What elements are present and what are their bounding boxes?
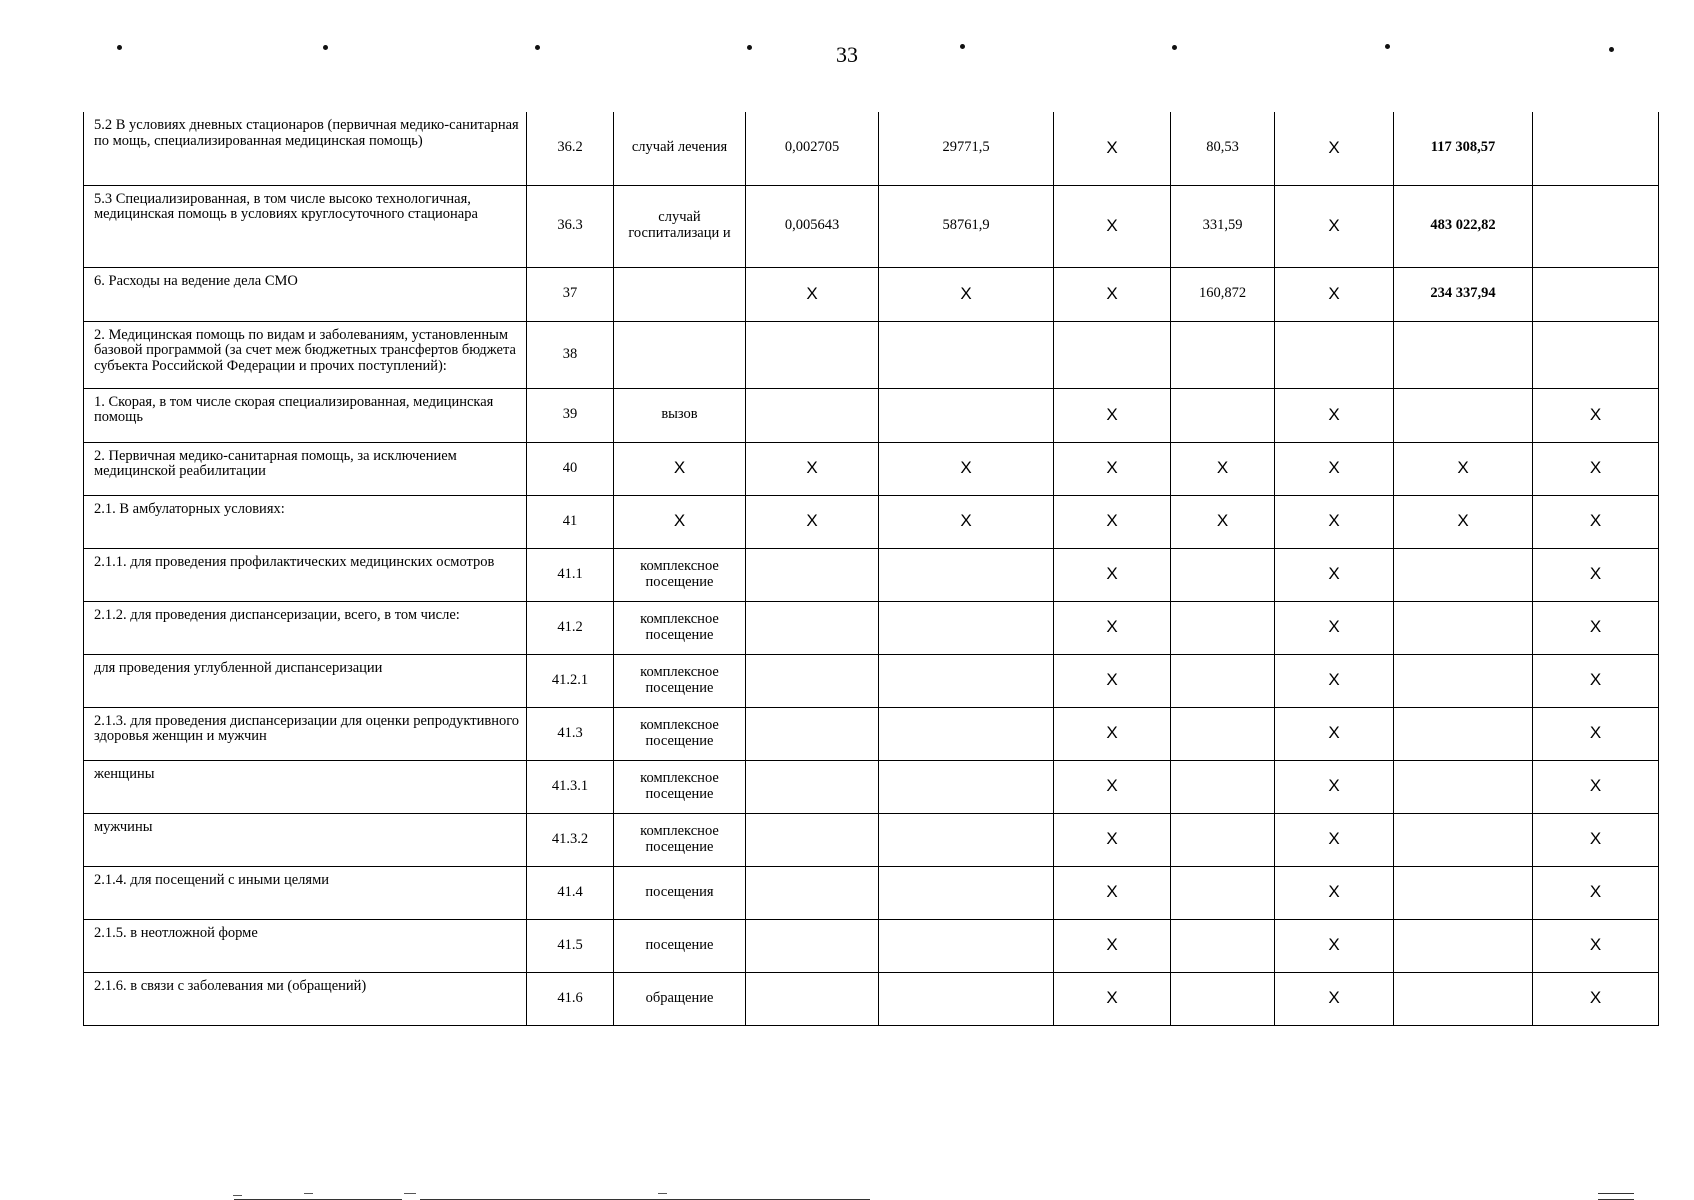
row-code: 36.2 — [527, 112, 614, 185]
cell-value: 80,53 — [1171, 112, 1275, 185]
cell-value: X — [1275, 813, 1394, 866]
row-unit: вызов — [614, 388, 746, 442]
row-name: 5.2 В условиях дневных стационаров (первичная медико-санитарная по мощь, специализированная медицинская помощь) — [84, 112, 527, 185]
cell-value: X — [1275, 760, 1394, 813]
cell-value — [1394, 866, 1533, 919]
cell-value — [1394, 707, 1533, 760]
cell-value — [879, 972, 1054, 1025]
table-row — [84, 548, 1659, 601]
row-unit: комплексное посещение — [614, 760, 746, 813]
row-name: 2.1.2. для проведения диспансеризации, всего, в том числе: — [84, 601, 527, 654]
footer-rule — [304, 1193, 313, 1194]
row-unit: комплексное посещение — [614, 813, 746, 866]
row-code: 41.1 — [527, 548, 614, 601]
cell-value: X — [879, 442, 1054, 495]
cell-value: X — [1054, 442, 1171, 495]
row-unit: комплексное посещение — [614, 601, 746, 654]
cell-value — [1394, 919, 1533, 972]
row-code: 41.5 — [527, 919, 614, 972]
cell-value — [1533, 267, 1659, 321]
cell-value: X — [1275, 919, 1394, 972]
cell-value: X — [1533, 654, 1659, 707]
row-name: 2.1.4. для посещений с иными целями — [84, 866, 527, 919]
cell-value: X — [1533, 495, 1659, 548]
cell-value — [746, 388, 879, 442]
data-table — [83, 112, 1659, 1026]
table-row — [84, 707, 1659, 760]
footer-rule — [233, 1195, 242, 1196]
page-number: 33 — [836, 42, 858, 67]
cell-value — [1171, 388, 1275, 442]
scan-dot — [960, 44, 965, 49]
cell-value — [879, 388, 1054, 442]
cell-value — [1171, 601, 1275, 654]
cell-value — [1394, 601, 1533, 654]
row-unit — [614, 267, 746, 321]
row-code: 41.3.2 — [527, 813, 614, 866]
cell-value: X — [879, 495, 1054, 548]
cell-value: X — [1171, 442, 1275, 495]
cell-value: X — [1394, 495, 1533, 548]
cell-value — [1171, 813, 1275, 866]
row-code: 40 — [527, 442, 614, 495]
cell-value: X — [746, 495, 879, 548]
row-unit: посещение — [614, 919, 746, 972]
cell-value — [1394, 654, 1533, 707]
cell-value — [1171, 866, 1275, 919]
scan-dot — [535, 45, 540, 50]
cell-value: X — [1171, 495, 1275, 548]
cell-value — [879, 813, 1054, 866]
row-code: 41.3.1 — [527, 760, 614, 813]
footer-rule — [658, 1193, 667, 1194]
cell-value — [746, 760, 879, 813]
cell-value: X — [1533, 388, 1659, 442]
scan-dot — [747, 45, 752, 50]
table-row — [84, 866, 1659, 919]
cell-value — [879, 321, 1054, 388]
cell-value: 0,002705 — [746, 112, 879, 185]
cell-value: 331,59 — [1171, 185, 1275, 267]
cell-value: X — [746, 442, 879, 495]
row-name: 5.3 Специализированная, в том числе высоко технологичная, медицинская помощь в условиях круглосуточного стационара — [84, 185, 527, 267]
cell-value — [1394, 760, 1533, 813]
cell-value: X — [1533, 972, 1659, 1025]
row-code: 41.2 — [527, 601, 614, 654]
cell-value — [1171, 972, 1275, 1025]
table-row — [84, 267, 1659, 321]
row-name: 6. Расходы на ведение дела СМО — [84, 267, 527, 321]
row-code: 41.4 — [527, 866, 614, 919]
cell-value: 58761,9 — [879, 185, 1054, 267]
table-row — [84, 813, 1659, 866]
cell-value: X — [1275, 388, 1394, 442]
table-row — [84, 112, 1659, 185]
cell-value: X — [1054, 654, 1171, 707]
cell-value: 234 337,94 — [1394, 267, 1533, 321]
cell-value: X — [1394, 442, 1533, 495]
table-row — [84, 321, 1659, 388]
cell-value — [746, 919, 879, 972]
table-row — [84, 654, 1659, 707]
cell-value — [746, 866, 879, 919]
cell-value: X — [1054, 548, 1171, 601]
cell-value: X — [1054, 495, 1171, 548]
row-code: 37 — [527, 267, 614, 321]
row-name: мужчины — [84, 813, 527, 866]
cell-value: X — [1275, 112, 1394, 185]
cell-value: X — [1533, 919, 1659, 972]
table-row — [84, 972, 1659, 1025]
row-code: 38 — [527, 321, 614, 388]
row-unit: X — [614, 442, 746, 495]
cell-value — [879, 760, 1054, 813]
cell-value — [879, 707, 1054, 760]
scan-dot — [1609, 47, 1614, 52]
table-row — [84, 185, 1659, 267]
cell-value — [746, 654, 879, 707]
cell-value: X — [1533, 760, 1659, 813]
row-code: 41.2.1 — [527, 654, 614, 707]
row-name: 2.1.6. в связи с заболевания ми (обращений) — [84, 972, 527, 1025]
row-name: 2.1.3. для проведения диспансеризации для оценки репродуктивного здоровья женщин и мужчин — [84, 707, 527, 760]
cell-value — [746, 548, 879, 601]
cell-value: X — [746, 267, 879, 321]
cell-value: X — [1275, 495, 1394, 548]
row-name: женщины — [84, 760, 527, 813]
row-unit: комплексное посещение — [614, 707, 746, 760]
table-body — [84, 112, 1659, 1025]
cell-value — [879, 601, 1054, 654]
scan-dot — [117, 45, 122, 50]
cell-value: 483 022,82 — [1394, 185, 1533, 267]
cell-value — [746, 321, 879, 388]
cell-value — [1171, 760, 1275, 813]
cell-value: X — [1054, 707, 1171, 760]
row-name: 2.1.5. в неотложной форме — [84, 919, 527, 972]
row-unit — [614, 321, 746, 388]
row-code: 36.3 — [527, 185, 614, 267]
cell-value: X — [1054, 601, 1171, 654]
cell-value — [1394, 388, 1533, 442]
cell-value: X — [1054, 388, 1171, 442]
row-name: 2. Медицинская помощь по видам и заболеваниям, установленным базовой программой (за счет меж бюджетных трансфертов бюджета субъекта Российской Федерации и прочих поступлений): — [84, 321, 527, 388]
row-name: 2.1.1. для проведения профилактических медицинских осмотров — [84, 548, 527, 601]
cell-value — [746, 707, 879, 760]
row-unit: обращение — [614, 972, 746, 1025]
row-name: 1. Скорая, в том числе скорая специализированная, медицинская помощь — [84, 388, 527, 442]
cell-value — [1171, 654, 1275, 707]
scan-dot — [323, 45, 328, 50]
cell-value: X — [1054, 267, 1171, 321]
cell-value — [746, 972, 879, 1025]
cell-value: X — [1054, 919, 1171, 972]
cell-value: X — [1054, 972, 1171, 1025]
cell-value: X — [1533, 548, 1659, 601]
row-name: 2.1. В амбулаторных условиях: — [84, 495, 527, 548]
table-row — [84, 601, 1659, 654]
cell-value: X — [1054, 866, 1171, 919]
cell-value: X — [1533, 707, 1659, 760]
footer-rule — [1598, 1193, 1634, 1194]
row-unit: комплексное посещение — [614, 654, 746, 707]
cell-value: X — [1275, 442, 1394, 495]
cell-value: X — [1054, 112, 1171, 185]
cell-value — [1533, 321, 1659, 388]
cell-value — [879, 919, 1054, 972]
cell-value — [1533, 112, 1659, 185]
cell-value: X — [1054, 813, 1171, 866]
cell-value — [1394, 321, 1533, 388]
cell-value — [879, 548, 1054, 601]
row-code: 41 — [527, 495, 614, 548]
cell-value — [1171, 919, 1275, 972]
row-code: 41.3 — [527, 707, 614, 760]
row-unit: X — [614, 495, 746, 548]
row-unit: посещения — [614, 866, 746, 919]
table-row — [84, 388, 1659, 442]
row-unit: случай госпитализаци и — [614, 185, 746, 267]
table-row — [84, 760, 1659, 813]
cell-value: X — [1275, 707, 1394, 760]
cell-value: X — [1533, 866, 1659, 919]
cell-value — [1171, 707, 1275, 760]
cell-value: X — [1275, 654, 1394, 707]
cell-value — [746, 601, 879, 654]
cell-value — [1275, 321, 1394, 388]
row-unit: случай лечения — [614, 112, 746, 185]
cell-value: X — [1054, 185, 1171, 267]
row-code: 39 — [527, 388, 614, 442]
cell-value: X — [1533, 601, 1659, 654]
cell-value: 0,005643 — [746, 185, 879, 267]
cell-value: X — [1533, 813, 1659, 866]
cell-value: X — [1275, 267, 1394, 321]
cell-value — [1533, 185, 1659, 267]
cell-value: 117 308,57 — [1394, 112, 1533, 185]
footer-rule — [404, 1193, 416, 1194]
cell-value — [1171, 548, 1275, 601]
table-row — [84, 495, 1659, 548]
scan-dot — [1172, 45, 1177, 50]
cell-value: X — [1275, 866, 1394, 919]
cell-value: X — [1275, 185, 1394, 267]
cell-value: X — [879, 267, 1054, 321]
cell-value: X — [1275, 548, 1394, 601]
cell-value — [879, 866, 1054, 919]
table-row — [84, 442, 1659, 495]
row-code: 41.6 — [527, 972, 614, 1025]
row-name: для проведения углубленной диспансеризации — [84, 654, 527, 707]
table-row — [84, 919, 1659, 972]
cell-value — [1171, 321, 1275, 388]
cell-value — [1394, 548, 1533, 601]
cell-value — [1394, 972, 1533, 1025]
cell-value: 29771,5 — [879, 112, 1054, 185]
cell-value: X — [1054, 760, 1171, 813]
cell-value: X — [1275, 972, 1394, 1025]
cell-value — [1054, 321, 1171, 388]
cell-value — [879, 654, 1054, 707]
cell-value: X — [1275, 601, 1394, 654]
cell-value — [746, 813, 879, 866]
cell-value — [1394, 813, 1533, 866]
cell-value: 160,872 — [1171, 267, 1275, 321]
row-unit: комплексное посещение — [614, 548, 746, 601]
scan-dot — [1385, 44, 1390, 49]
row-name: 2. Первичная медико-санитарная помощь, за исключением медицинской реабилитации — [84, 442, 527, 495]
cell-value: X — [1533, 442, 1659, 495]
